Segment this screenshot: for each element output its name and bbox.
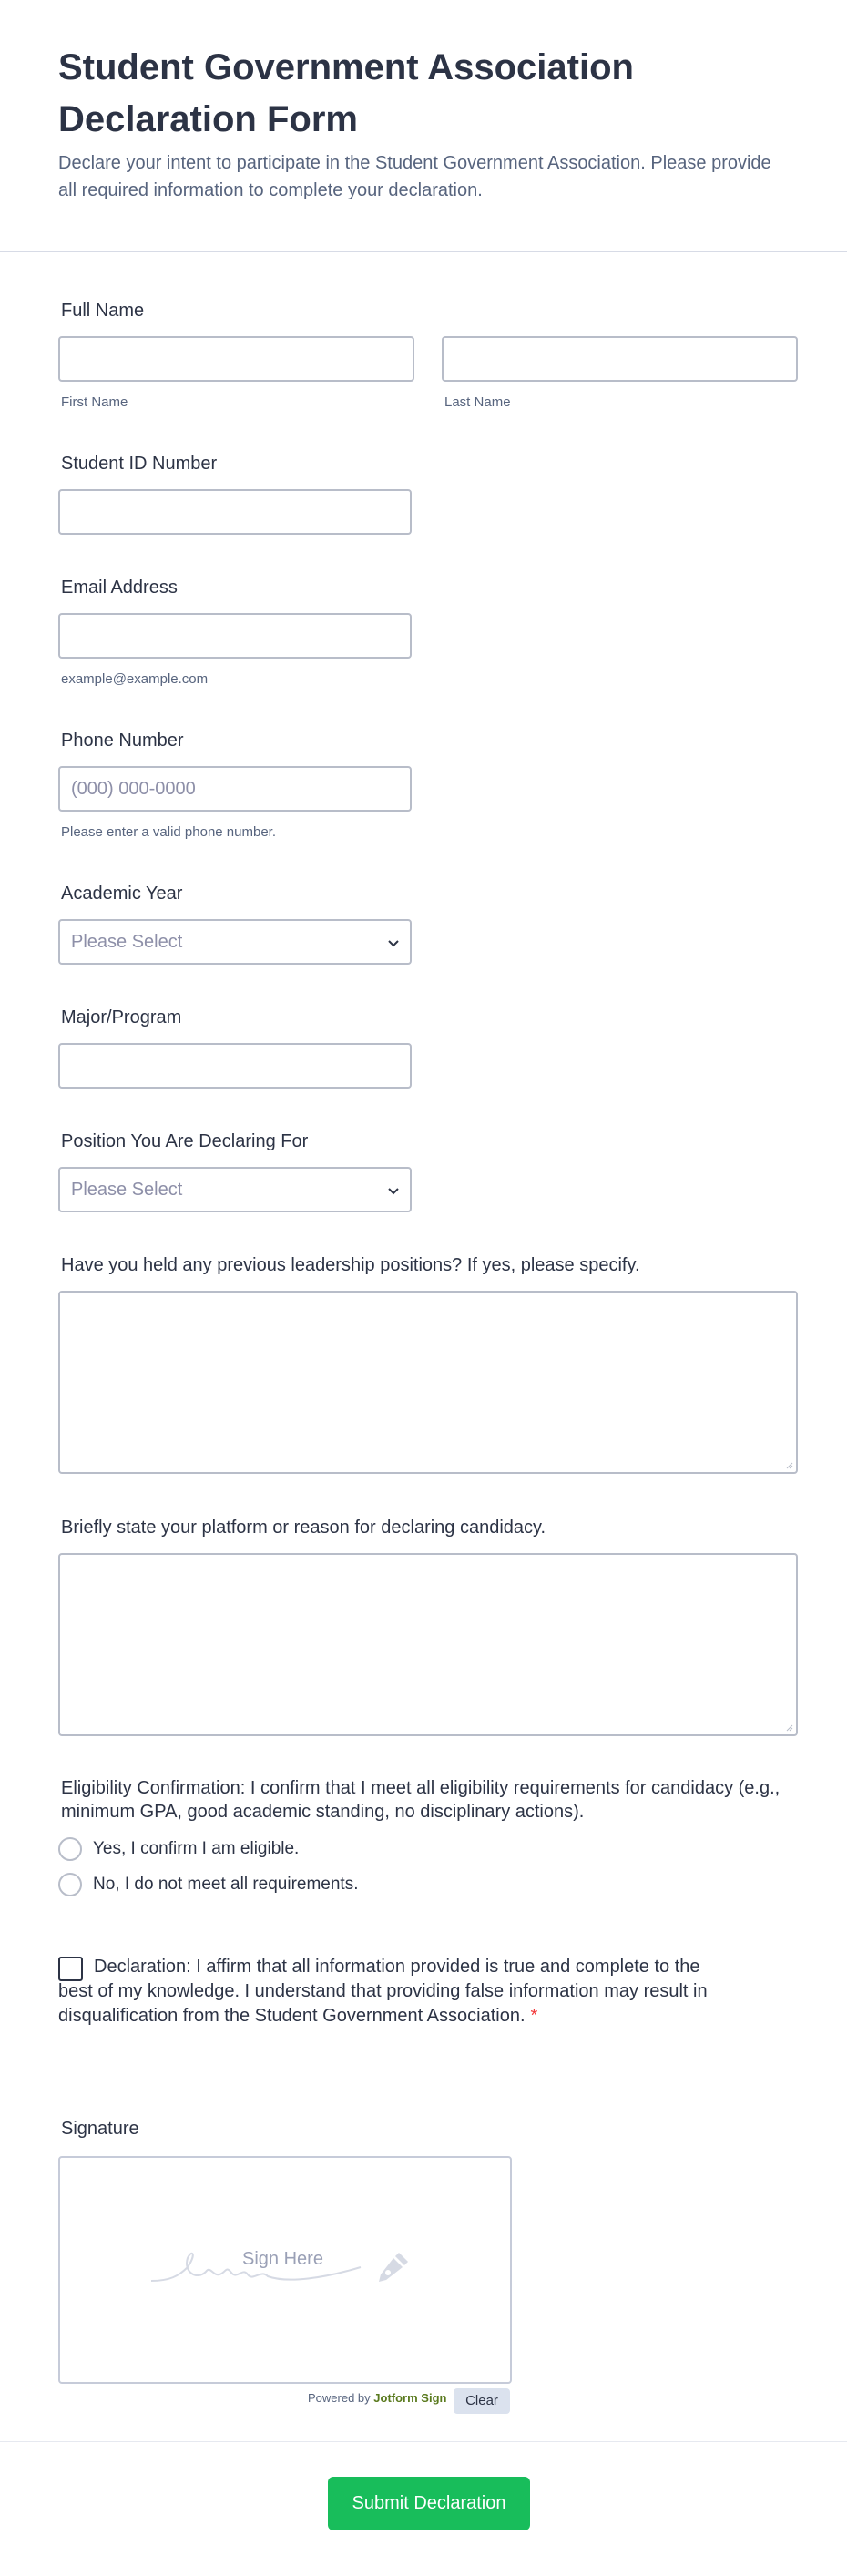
academic-year-label: Academic Year (61, 884, 183, 904)
last-name-sublabel: Last Name (444, 394, 511, 410)
major-label: Major/Program (61, 1007, 182, 1027)
email-sublabel: example@example.com (61, 671, 209, 687)
chevron-down-icon (386, 1183, 401, 1198)
eligibility-option-label: Yes, I confirm I am eligible. (93, 1839, 300, 1858)
powered-by-prefix: Powered by (308, 2391, 371, 2405)
divider (0, 2441, 847, 2442)
powered-by (308, 2391, 446, 2405)
academic-year-selected: Please Select (71, 932, 183, 952)
eligibility-option-no[interactable] (58, 1872, 423, 1897)
email-input[interactable] (58, 613, 412, 659)
first-name-sublabel: First Name (61, 394, 128, 410)
page-subtitle: Declare your intent to participate in the Student Government Association. Please provide all required information to complete your declaration. (58, 153, 771, 200)
first-name-input[interactable] (58, 336, 414, 382)
position-selected: Please Select (71, 1180, 183, 1200)
declaration-text (58, 1955, 723, 2029)
eligibility-option-yes[interactable] (58, 1836, 423, 1862)
resize-grip-icon[interactable] (784, 1460, 793, 1469)
major-input[interactable] (58, 1043, 412, 1089)
signature-hint: Sign Here (242, 2249, 323, 2269)
pen-nib-icon (372, 2247, 412, 2287)
form-header (0, 0, 847, 252)
eligibility-option-label: No, I do not meet all requirements. (93, 1875, 359, 1894)
clear-signature-button[interactable]: Clear (454, 2388, 510, 2414)
position-select[interactable] (58, 1167, 412, 1212)
jotform-sign-brand: Jotform Sign (373, 2391, 447, 2405)
signature-label: Signature (61, 2119, 139, 2139)
page-title: Student Government Association Declaration Form (58, 47, 634, 139)
platform-label: Briefly state your platform or reason for declaring candidacy. (61, 1518, 546, 1538)
full-name-label: Full Name (61, 301, 145, 321)
phone-sublabel: Please enter a valid phone number. (61, 824, 276, 840)
leadership-textarea[interactable] (58, 1291, 798, 1474)
eligibility-label: Eligibility Confirmation: I confirm that I meet all eligibility requirements for candidacy (e.g., minimum GPA, good academic standing, no disciplinary actions). (61, 1778, 781, 1822)
phone-input[interactable] (58, 766, 412, 812)
required-mark: * (530, 2006, 538, 2026)
leadership-label: Have you held any previous leadership positions? If yes, please specify. (61, 1255, 640, 1275)
phone-label: Phone Number (61, 731, 184, 751)
chevron-down-icon (386, 935, 401, 950)
platform-textarea[interactable] (58, 1553, 798, 1736)
resize-grip-icon[interactable] (784, 1722, 793, 1732)
email-label: Email Address (61, 578, 178, 598)
submit-button[interactable]: Submit Declaration (328, 2477, 530, 2530)
position-label: Position You Are Declaring For (61, 1131, 309, 1151)
declaration-statement: Declaration: I affirm that all information provided is true and complete to the best of my knowledge. I understand that providing false information may result in disqualification from the Student Government Association. (58, 1957, 708, 2026)
radio-button[interactable] (58, 1837, 82, 1861)
student-id-input[interactable] (58, 489, 412, 535)
academic-year-select[interactable] (58, 919, 412, 965)
signature-pad[interactable] (58, 2156, 512, 2384)
student-id-label: Student ID Number (61, 454, 218, 474)
last-name-input[interactable] (442, 336, 798, 382)
radio-button[interactable] (58, 1873, 82, 1896)
